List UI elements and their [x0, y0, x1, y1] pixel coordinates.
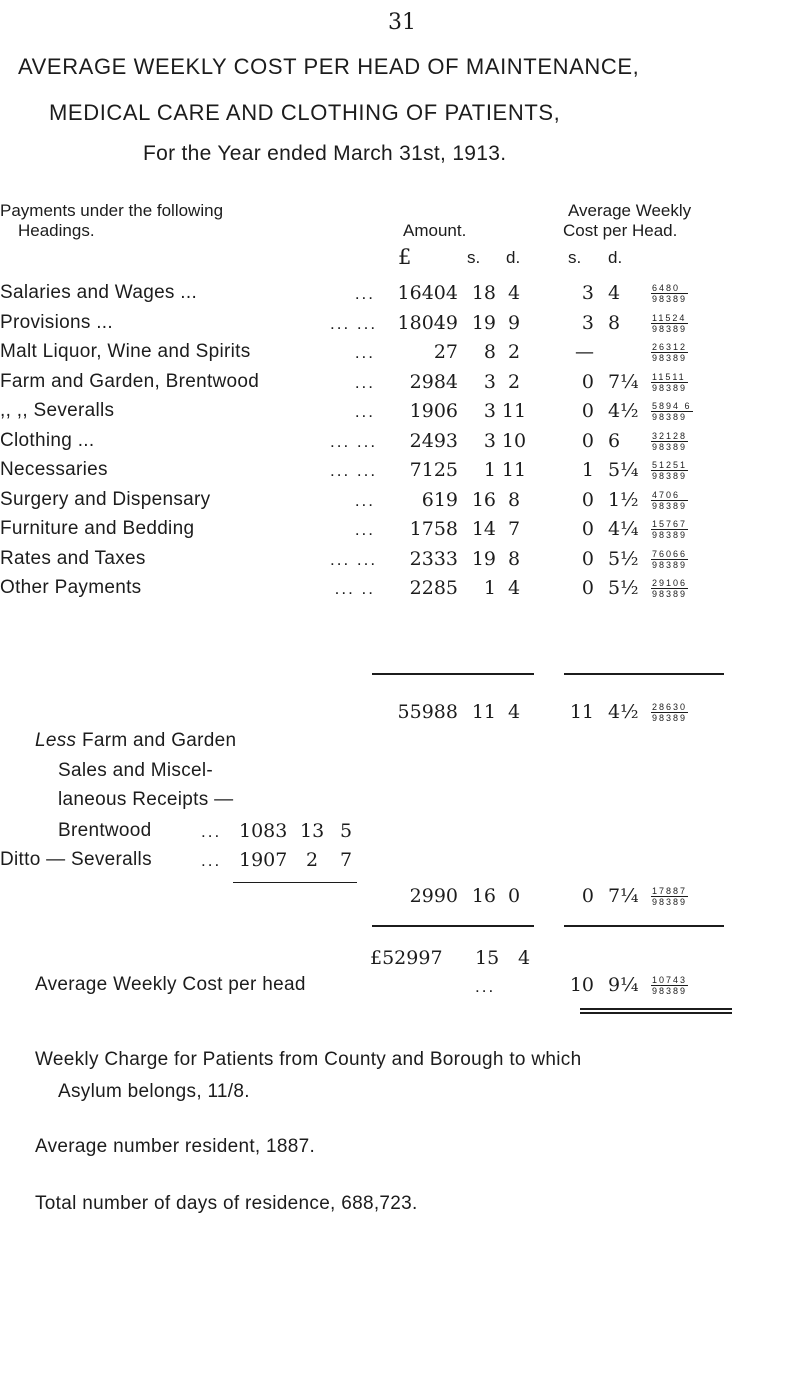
- row-pounds: 1758: [409, 518, 458, 540]
- row-pence: 8: [507, 489, 521, 511]
- average-weekly-dots: ...: [475, 977, 496, 996]
- total-decimal-denominator: 98389: [652, 713, 688, 723]
- row-pounds: 1906: [409, 400, 458, 422]
- row-decimal-numerator: 4706: [651, 490, 688, 501]
- row-pence: 2: [507, 341, 521, 363]
- row-avg-shillings: 3: [581, 282, 594, 304]
- row-avg-pence: 5¼: [608, 459, 639, 481]
- row-shillings: 1: [483, 577, 496, 599]
- row-dots: ...: [354, 402, 375, 421]
- row-dots: ... ...: [330, 432, 378, 451]
- row-pence: 10: [501, 430, 527, 452]
- row-decimal-denominator: 98389: [652, 560, 688, 570]
- row-decimal-numerator: 15767: [652, 519, 688, 529]
- severalls-shillings: 2: [306, 849, 319, 871]
- row-shillings: 3: [483, 400, 496, 422]
- row-pounds: 619: [421, 489, 458, 511]
- shillings-header: s.: [467, 248, 481, 267]
- row-decimal: [651, 519, 688, 540]
- row-label: Necessaries: [0, 459, 108, 480]
- row-avg-pence: 4½: [608, 400, 639, 422]
- row-pence: 4: [507, 577, 521, 599]
- row-decimal-denominator: 98389: [652, 501, 688, 511]
- less-total-shillings: 16: [471, 885, 496, 907]
- total-avg-pence: 4½: [608, 701, 639, 723]
- page-number: 31: [388, 10, 416, 35]
- row-avg-shillings: 0: [581, 518, 594, 540]
- row-avg-shillings: 0: [581, 400, 594, 422]
- row-avg-shillings: 0: [581, 371, 594, 393]
- row-pounds: 2493: [409, 430, 458, 452]
- row-pounds: 2984: [409, 371, 458, 393]
- row-avg-pence: 5½: [608, 548, 639, 570]
- row-shillings: 14: [471, 518, 496, 540]
- severalls-pounds: 1907: [239, 849, 288, 871]
- double-rule-top: [580, 1008, 732, 1010]
- footer-line-4: Total number of days of residence, 688,723.: [35, 1193, 418, 1214]
- row-dots: ...: [354, 520, 375, 539]
- row-pence: 2: [507, 371, 521, 393]
- row-avg-pence: 8: [608, 312, 621, 334]
- footer-line-1: Weekly Charge for Patients from County and Borough to which: [35, 1049, 582, 1070]
- row-decimal: [651, 431, 688, 452]
- row-decimal-numerator: 51251: [652, 460, 688, 470]
- less-subtotal-rule: [233, 882, 357, 883]
- row-decimal-numerator: 5894 6: [652, 401, 692, 411]
- row-avg-shillings: 0: [581, 548, 594, 570]
- row-pounds: 27: [433, 341, 458, 363]
- net-avg-pence: 9¼: [608, 974, 639, 996]
- row-avg-shillings: 0: [581, 489, 594, 511]
- net-decimal-denominator: 98389: [652, 986, 688, 996]
- row-decimal-denominator: 98389: [652, 383, 688, 393]
- row-avg-shillings: 3: [581, 312, 594, 334]
- net-pence: 4: [518, 947, 531, 969]
- row-pence: 7: [507, 518, 521, 540]
- net-rule-average: [564, 925, 724, 927]
- row-avg-pence: 1½: [608, 489, 639, 511]
- row-decimal-numerator: 29106: [652, 578, 688, 588]
- row-decimal-numerator: 11524: [652, 313, 687, 323]
- brentwood-shillings: 13: [300, 820, 325, 842]
- severalls-label: Ditto — Severalls: [0, 849, 152, 870]
- less-total-avg-shillings: 0: [581, 885, 594, 907]
- row-decimal-numerator: 11511: [651, 372, 688, 383]
- row-dots: ... ...: [330, 461, 378, 480]
- less-total-decimal-numerator: 17887: [652, 886, 688, 896]
- severalls-pence: 7: [340, 849, 353, 871]
- total-rule-amount: [372, 673, 534, 675]
- row-decimal: [651, 372, 688, 393]
- row-pence: 8: [507, 548, 521, 570]
- row-dots: ...: [354, 343, 375, 362]
- total-decimal-numerator: 28630: [652, 702, 688, 712]
- row-avg-shillings: —: [575, 341, 594, 363]
- row-label: ,, ,, Severalls: [0, 400, 115, 421]
- row-dots: ... ...: [330, 550, 378, 569]
- row-label: Furniture and Bedding: [0, 518, 195, 539]
- row-decimal-denominator: 98389: [652, 294, 688, 304]
- avg-shillings-header: s.: [568, 248, 582, 267]
- row-pence: 11: [501, 400, 527, 422]
- row-label: Surgery and Dispensary: [0, 489, 211, 510]
- row-shillings: 1: [483, 459, 496, 481]
- row-pounds: 2285: [409, 577, 458, 599]
- row-pounds: 7125: [409, 459, 458, 481]
- row-shillings: 16: [471, 489, 496, 511]
- row-shillings: 19: [471, 312, 496, 334]
- row-decimal-denominator: 98389: [652, 442, 688, 452]
- row-avg-shillings: 0: [581, 577, 594, 599]
- footer-line-2: Asylum belongs, 11/8.: [58, 1081, 250, 1102]
- row-decimal-numerator: 76066: [652, 549, 688, 559]
- row-dots: ...: [354, 373, 375, 392]
- row-label: Provisions ...: [0, 312, 113, 333]
- less-line-1-rest: Farm and Garden: [81, 730, 237, 751]
- row-pounds: 16404: [397, 282, 458, 304]
- less-total-decimal: [651, 886, 688, 907]
- row-decimal-denominator: 98389: [652, 412, 688, 422]
- row-label: Malt Liquor, Wine and Spirits: [0, 341, 251, 362]
- total-avg-shillings: 11: [569, 701, 594, 723]
- row-dots: ...: [354, 284, 375, 303]
- severalls-dots: ...: [201, 851, 222, 870]
- total-pence: 4: [507, 701, 521, 723]
- brentwood-label: Brentwood: [58, 820, 152, 841]
- subtitle: For the Year ended March 31st, 1913.: [143, 142, 507, 165]
- net-decimal-numerator: 10743: [652, 975, 688, 985]
- row-decimal-numerator: 6480: [651, 283, 688, 294]
- total-rule-average: [564, 673, 724, 675]
- footer-line-3: Average number resident, 1887.: [35, 1136, 316, 1157]
- row-label: Other Payments: [0, 577, 142, 598]
- double-rule-bottom: [580, 1012, 732, 1014]
- row-decimal-denominator: 98389: [652, 471, 688, 481]
- row-avg-pence: 6: [608, 430, 621, 452]
- row-decimal-denominator: 98389: [652, 324, 688, 334]
- row-decimal: [651, 342, 688, 363]
- less-line-2: Sales and Miscel-: [58, 760, 214, 781]
- brentwood-pounds: 1083: [239, 820, 288, 842]
- row-shillings: 3: [483, 371, 496, 393]
- row-decimal-numerator: 26312: [652, 342, 688, 352]
- total-pounds: 55988: [397, 701, 458, 723]
- row-pounds: 18049: [397, 312, 458, 334]
- row-pence: 4: [507, 282, 521, 304]
- row-decimal: [651, 490, 688, 511]
- pounds-symbol: £: [398, 245, 412, 269]
- net-shillings: 15: [475, 947, 500, 969]
- row-avg-pence: 4¼: [608, 518, 639, 540]
- less-total-decimal-denominator: 98389: [652, 897, 688, 907]
- row-shillings: 19: [471, 548, 496, 570]
- brentwood-dots: ...: [201, 822, 222, 841]
- avg-pence-header: d.: [608, 248, 623, 267]
- row-decimal-denominator: 98389: [652, 530, 688, 540]
- header-amount: Amount.: [403, 221, 467, 240]
- header-average-1: Average Weekly: [568, 201, 692, 220]
- row-label: Clothing ...: [0, 430, 95, 451]
- row-shillings: 3: [483, 430, 496, 452]
- average-weekly-label: Average Weekly Cost per head: [35, 974, 306, 995]
- pence-header: d.: [506, 248, 521, 267]
- title-line-1: AVERAGE WEEKLY COST PER HEAD OF MAINTENANCE,: [18, 54, 640, 79]
- row-decimal-numerator: 32128: [652, 431, 688, 441]
- row-decimal: [651, 313, 688, 334]
- row-avg-pence: 5½: [608, 577, 639, 599]
- row-shillings: 8: [483, 341, 496, 363]
- row-decimal-denominator: 98389: [652, 353, 688, 363]
- row-avg-shillings: 1: [581, 459, 594, 481]
- row-dots: ... ..: [334, 579, 375, 598]
- row-decimal: [651, 578, 688, 599]
- row-pence: 9: [507, 312, 521, 334]
- title-line-2: MEDICAL CARE AND CLOTHING OF PATIENTS,: [49, 100, 561, 125]
- row-label: Salaries and Wages ...: [0, 282, 198, 303]
- less-total-pence: 0: [507, 885, 521, 907]
- row-label: Rates and Taxes: [0, 548, 146, 569]
- total-decimal: [651, 702, 688, 723]
- row-pounds: 2333: [409, 548, 458, 570]
- row-shillings: 18: [471, 282, 496, 304]
- row-avg-pence: 7¼: [608, 371, 639, 393]
- row-decimal-denominator: 98389: [652, 589, 688, 599]
- brentwood-pence: 5: [340, 820, 353, 842]
- row-avg-pence: 4: [608, 282, 621, 304]
- header-payments-2: Headings.: [18, 221, 95, 240]
- row-decimal: [651, 401, 693, 422]
- row-pence: 11: [501, 459, 527, 481]
- row-decimal: [651, 283, 688, 304]
- less-word: Less: [35, 730, 77, 751]
- row-label: Farm and Garden, Brentwood: [0, 371, 260, 392]
- row-dots: ...: [354, 491, 375, 510]
- net-decimal: [651, 975, 688, 996]
- net-pounds: £52997: [370, 947, 443, 969]
- less-total-pounds: 2990: [409, 885, 458, 907]
- less-line-3: laneous Receipts —: [58, 789, 234, 810]
- header-payments-1: Payments under the following: [0, 201, 224, 220]
- row-decimal: [651, 549, 688, 570]
- net-avg-shillings: 10: [569, 974, 594, 996]
- total-shillings: 11: [471, 701, 496, 723]
- row-avg-shillings: 0: [581, 430, 594, 452]
- row-dots: ... ...: [330, 314, 378, 333]
- row-decimal: [651, 460, 688, 481]
- net-rule-amount: [372, 925, 534, 927]
- less-line-1: [35, 730, 236, 752]
- header-average-2: Cost per Head.: [563, 221, 678, 240]
- less-total-avg-pence: 7¼: [608, 885, 639, 907]
